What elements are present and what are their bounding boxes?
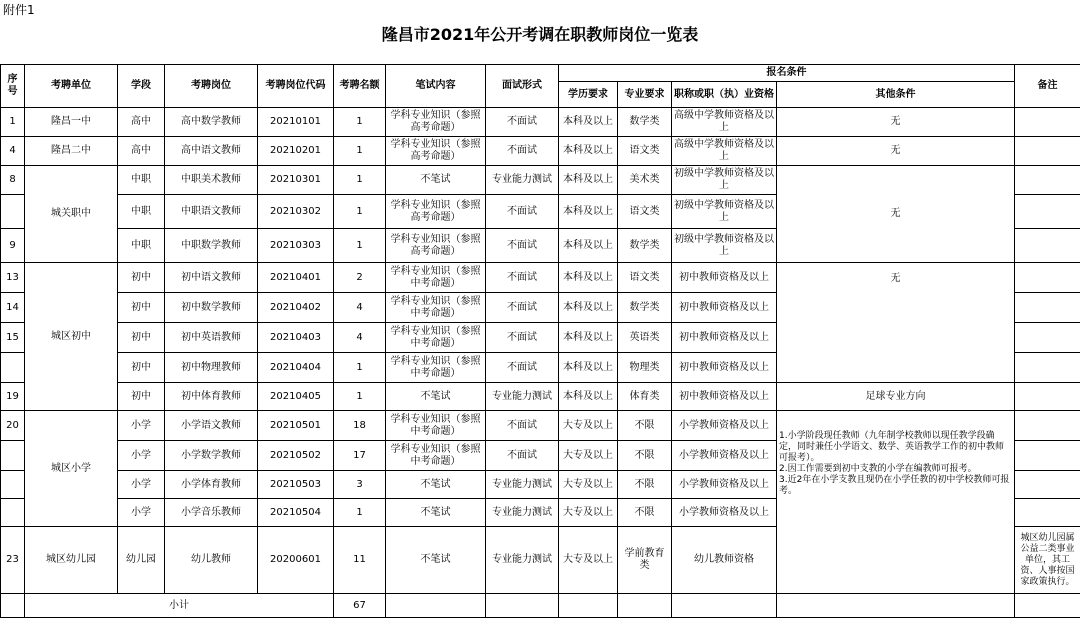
cell-quota: 1 — [334, 499, 386, 527]
subtotal-row — [1, 594, 1080, 618]
cell-unit: 隆昌一中 — [25, 108, 118, 137]
header-unit: 考聘单位 — [25, 65, 118, 108]
cell-seq: 1 — [1, 108, 25, 137]
cell-code: 20210301 — [258, 166, 334, 195]
cell-title-req: 初中教师资格及以上 — [672, 293, 777, 323]
cell-stage: 中职 — [118, 166, 165, 195]
cell-major: 语文类 — [618, 137, 672, 166]
cell-major: 英语类 — [618, 323, 672, 353]
cell-title-req: 小学教师资格及以上 — [672, 499, 777, 527]
cell-education: 本科及以上 — [559, 108, 618, 137]
cell-other: 无 — [777, 166, 1015, 263]
cell-seq: 13 — [1, 263, 25, 293]
cell-title-req: 初中教师资格及以上 — [672, 353, 777, 383]
header-major: 专业要求 — [618, 82, 672, 108]
cell-code: 20210303 — [258, 229, 334, 263]
header-stage: 学段 — [118, 65, 165, 108]
cell-empty — [618, 594, 672, 618]
cell-title-req: 幼儿教师资格 — [672, 527, 777, 594]
cell-title-req: 小学教师资格及以上 — [672, 471, 777, 499]
cell-position: 高中语文教师 — [165, 137, 258, 166]
cell-education: 大专及以上 — [559, 471, 618, 499]
cell-position: 幼儿教师 — [165, 527, 258, 594]
cell-remark — [1015, 471, 1080, 499]
cell-code: 20210502 — [258, 441, 334, 471]
cell-stage: 初中 — [118, 323, 165, 353]
header-remark: 备注 — [1015, 65, 1080, 108]
cell-seq: 14 — [1, 293, 25, 323]
header-quota: 考聘名额 — [334, 65, 386, 108]
cell-seq: 9 — [1, 229, 25, 263]
cell-seq — [1, 195, 25, 229]
cell-interview: 不面试 — [486, 353, 559, 383]
cell-code: 20210401 — [258, 263, 334, 293]
cell-position: 小学语文教师 — [165, 411, 258, 441]
cell-education: 本科及以上 — [559, 195, 618, 229]
cell-interview: 不面试 — [486, 441, 559, 471]
cell-stage: 初中 — [118, 383, 165, 411]
cell-seq: 15 — [1, 323, 25, 353]
cell-seq — [1, 499, 25, 527]
cell-position: 中职数学教师 — [165, 229, 258, 263]
cell-stage: 初中 — [118, 353, 165, 383]
cell-remark — [1015, 411, 1080, 441]
cell-title-req: 高级中学教师资格及以上 — [672, 137, 777, 166]
cell-education: 本科及以上 — [559, 137, 618, 166]
cell-code: 20210503 — [258, 471, 334, 499]
cell-quota: 18 — [334, 411, 386, 441]
cell-quota: 1 — [334, 383, 386, 411]
cell-interview: 不面试 — [486, 137, 559, 166]
cell-interview: 专业能力测试 — [486, 527, 559, 594]
cell-written: 学科专业知识（参照高考命题） — [386, 195, 486, 229]
table-header-row — [1, 65, 1080, 82]
cell-unit: 隆昌二中 — [25, 137, 118, 166]
cell-remark — [1015, 441, 1080, 471]
cell-interview: 专业能力测试 — [486, 471, 559, 499]
cell-position: 中职美术教师 — [165, 166, 258, 195]
header-title-req: 职称或职（执）业资格 — [672, 82, 777, 108]
cell-title-req: 初中教师资格及以上 — [672, 383, 777, 411]
cell-title-req: 初级中学教师资格及以上 — [672, 166, 777, 195]
cell-remark — [1015, 323, 1080, 353]
header-written: 笔试内容 — [386, 65, 486, 108]
cell-interview: 不面试 — [486, 263, 559, 293]
cell-major: 学前教育类 — [618, 527, 672, 594]
cell-code: 20210403 — [258, 323, 334, 353]
cell-interview: 不面试 — [486, 323, 559, 353]
cell-position: 初中体育教师 — [165, 383, 258, 411]
cell-quota: 3 — [334, 471, 386, 499]
cell-stage: 小学 — [118, 471, 165, 499]
cell-unit: 城区幼儿园 — [25, 527, 118, 594]
cell-interview: 不面试 — [486, 411, 559, 441]
subtotal-value: 67 — [334, 594, 386, 618]
cell-empty — [777, 594, 1015, 618]
cell-major: 不限 — [618, 499, 672, 527]
cell-quota: 1 — [334, 229, 386, 263]
header-position: 考聘岗位 — [165, 65, 258, 108]
cell-written: 学科专业知识（参照中考命题） — [386, 411, 486, 441]
cell-quota: 1 — [334, 195, 386, 229]
cell-remark — [1015, 195, 1080, 229]
table-row — [1, 137, 1080, 166]
cell-written: 学科专业知识（参照中考命题） — [386, 441, 486, 471]
cell-quota: 1 — [334, 108, 386, 137]
cell-title-req: 小学教师资格及以上 — [672, 441, 777, 471]
header-conditions: 报名条件 — [559, 65, 1015, 82]
cell-remark — [1015, 229, 1080, 263]
cell-title-req: 初级中学教师资格及以上 — [672, 229, 777, 263]
cell-empty — [559, 594, 618, 618]
cell-code: 20210404 — [258, 353, 334, 383]
cell-education: 大专及以上 — [559, 527, 618, 594]
cell-major: 不限 — [618, 471, 672, 499]
cell-education: 大专及以上 — [559, 499, 618, 527]
header-seq: 序号 — [1, 65, 25, 108]
cell-interview: 不面试 — [486, 229, 559, 263]
cell-title-req: 初中教师资格及以上 — [672, 323, 777, 353]
cell-remark: 城区幼儿园属公益二类事业单位，其工资、人事按国家政策执行。 — [1015, 527, 1080, 594]
cell-interview: 专业能力测试 — [486, 383, 559, 411]
cell-stage: 小学 — [118, 411, 165, 441]
cell-education: 本科及以上 — [559, 293, 618, 323]
cell-remark — [1015, 137, 1080, 166]
cell-remark — [1015, 353, 1080, 383]
cell-remark — [1015, 293, 1080, 323]
cell-position: 初中语文教师 — [165, 263, 258, 293]
cell-stage: 中职 — [118, 195, 165, 229]
cell-quota: 4 — [334, 293, 386, 323]
cell-position: 初中物理教师 — [165, 353, 258, 383]
cell-quota: 1 — [334, 166, 386, 195]
header-other: 其他条件 — [777, 82, 1015, 108]
cell-education: 本科及以上 — [559, 323, 618, 353]
cell-code: 20210501 — [258, 411, 334, 441]
cell-other: 无 — [777, 108, 1015, 137]
cell-quota: 2 — [334, 263, 386, 293]
cell-seq: 4 — [1, 137, 25, 166]
cell-major: 数学类 — [618, 108, 672, 137]
cell-major: 数学类 — [618, 293, 672, 323]
cell-title-req: 初中教师资格及以上 — [672, 263, 777, 293]
cell-written: 不笔试 — [386, 499, 486, 527]
cell-seq: 8 — [1, 166, 25, 195]
cell-seq — [1, 441, 25, 471]
cell-major: 语文类 — [618, 263, 672, 293]
cell-written: 学科专业知识（参照中考命题） — [386, 263, 486, 293]
cell-remark — [1015, 383, 1080, 411]
cell-education: 本科及以上 — [559, 263, 618, 293]
cell-position: 中职语文教师 — [165, 195, 258, 229]
cell-major: 美术类 — [618, 166, 672, 195]
cell-major: 不限 — [618, 411, 672, 441]
cell-stage: 高中 — [118, 137, 165, 166]
cell-stage: 中职 — [118, 229, 165, 263]
cell-seq: 19 — [1, 383, 25, 411]
cell-interview: 不面试 — [486, 108, 559, 137]
cell-seq: 20 — [1, 411, 25, 441]
cell-title-req: 初级中学教师资格及以上 — [672, 195, 777, 229]
cell-other: 无 — [777, 263, 1015, 383]
cell-code: 20200601 — [258, 527, 334, 594]
table-row — [1, 411, 1080, 441]
cell-written: 学科专业知识（参照中考命题） — [386, 353, 486, 383]
cell-education: 本科及以上 — [559, 229, 618, 263]
table-row — [1, 108, 1080, 137]
attachment-label: 附件1 — [3, 3, 35, 17]
cell-stage: 高中 — [118, 108, 165, 137]
cell-empty — [1, 594, 25, 618]
cell-written: 不笔试 — [386, 527, 486, 594]
cell-code: 20210101 — [258, 108, 334, 137]
cell-interview: 不面试 — [486, 293, 559, 323]
cell-quota: 1 — [334, 137, 386, 166]
header-education: 学历要求 — [559, 82, 618, 108]
cell-quota: 11 — [334, 527, 386, 594]
cell-code: 20210504 — [258, 499, 334, 527]
cell-other: 无 — [777, 137, 1015, 166]
positions-table — [0, 64, 1080, 618]
cell-remark — [1015, 166, 1080, 195]
cell-education: 大专及以上 — [559, 441, 618, 471]
cell-stage: 小学 — [118, 499, 165, 527]
table-row — [1, 263, 1080, 293]
cell-code: 20210405 — [258, 383, 334, 411]
cell-other: 足球专业方向 — [777, 383, 1015, 411]
cell-seq: 23 — [1, 527, 25, 594]
cell-code: 20210402 — [258, 293, 334, 323]
cell-major: 体育类 — [618, 383, 672, 411]
cell-stage: 初中 — [118, 293, 165, 323]
cell-quota: 1 — [334, 353, 386, 383]
cell-code: 20210201 — [258, 137, 334, 166]
primary-school-note: 1.小学阶段现任教师（九年制学校教师以现任教学段确定，同时兼任小学语文、数学、英语教学工作的初中教师可报考）。 2.因工作需要到初中支教的小学在编教师可报考。 3.近2年在小学支教且现仍在小学任教的初中学校教师可报考。 — [777, 411, 1015, 594]
cell-seq — [1, 353, 25, 383]
cell-written: 学科专业知识（参照高考命题） — [386, 137, 486, 166]
cell-major: 不限 — [618, 441, 672, 471]
cell-code: 20210302 — [258, 195, 334, 229]
cell-remark — [1015, 263, 1080, 293]
cell-major: 数学类 — [618, 229, 672, 263]
cell-empty — [1015, 594, 1080, 618]
cell-position: 初中英语教师 — [165, 323, 258, 353]
table-row — [1, 166, 1080, 195]
cell-interview: 专业能力测试 — [486, 499, 559, 527]
cell-written: 学科专业知识（参照中考命题） — [386, 323, 486, 353]
cell-written: 学科专业知识（参照中考命题） — [386, 293, 486, 323]
cell-major: 物理类 — [618, 353, 672, 383]
cell-stage: 幼儿园 — [118, 527, 165, 594]
cell-written: 学科专业知识（参照高考命题） — [386, 108, 486, 137]
header-code: 考聘岗位代码 — [258, 65, 334, 108]
cell-written: 不笔试 — [386, 166, 486, 195]
cell-education: 本科及以上 — [559, 353, 618, 383]
cell-empty — [672, 594, 777, 618]
subtotal-label: 小计 — [25, 594, 334, 618]
table-row — [1, 383, 1080, 411]
cell-position: 小学体育教师 — [165, 471, 258, 499]
cell-remark — [1015, 499, 1080, 527]
cell-empty — [386, 594, 486, 618]
cell-title-req: 小学教师资格及以上 — [672, 411, 777, 441]
cell-quota: 4 — [334, 323, 386, 353]
document-title: 隆昌市2021年公开考调在职教师岗位一览表 — [381, 25, 699, 44]
cell-position: 初中数学教师 — [165, 293, 258, 323]
cell-unit: 城关职中 — [25, 166, 118, 263]
cell-stage: 小学 — [118, 441, 165, 471]
cell-written: 不笔试 — [386, 383, 486, 411]
cell-major: 语文类 — [618, 195, 672, 229]
cell-quota: 17 — [334, 441, 386, 471]
cell-unit: 城区小学 — [25, 411, 118, 527]
cell-interview: 不面试 — [486, 195, 559, 229]
cell-written: 学科专业知识（参照高考命题） — [386, 229, 486, 263]
cell-education: 本科及以上 — [559, 383, 618, 411]
cell-interview: 专业能力测试 — [486, 166, 559, 195]
cell-empty — [486, 594, 559, 618]
cell-education: 本科及以上 — [559, 166, 618, 195]
cell-title-req: 高级中学教师资格及以上 — [672, 108, 777, 137]
cell-remark — [1015, 108, 1080, 137]
cell-position: 小学音乐教师 — [165, 499, 258, 527]
cell-education: 大专及以上 — [559, 411, 618, 441]
cell-position: 小学数学教师 — [165, 441, 258, 471]
cell-written: 不笔试 — [386, 471, 486, 499]
cell-stage: 初中 — [118, 263, 165, 293]
cell-seq — [1, 471, 25, 499]
cell-unit: 城区初中 — [25, 263, 118, 411]
cell-position: 高中数学教师 — [165, 108, 258, 137]
header-interview: 面试形式 — [486, 65, 559, 108]
